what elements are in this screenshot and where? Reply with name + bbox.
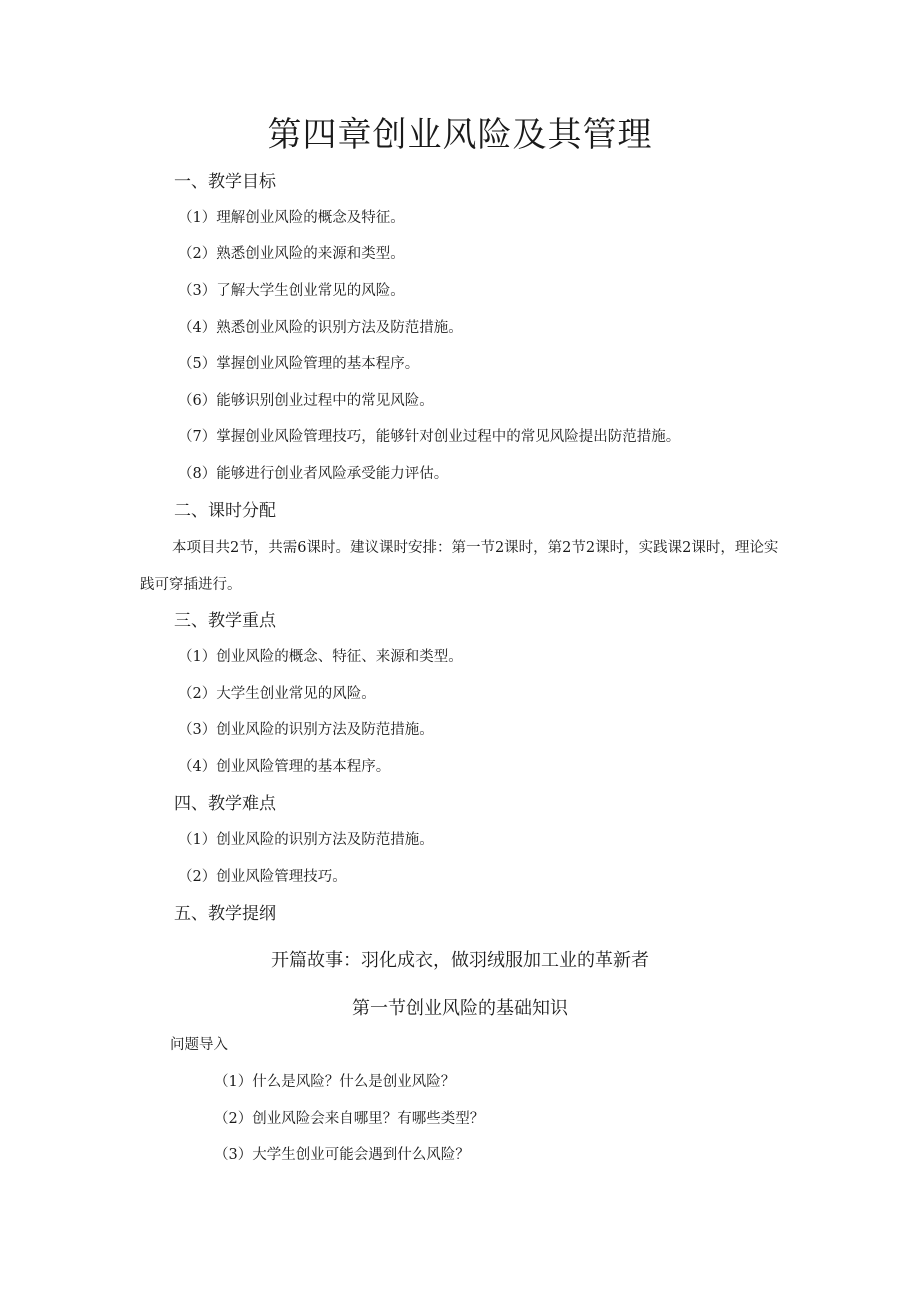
section-heading-outline: 五、教学提纲 xyxy=(174,904,276,924)
objective-item: （7）掌握创业风险管理技巧，能够针对创业过程中的常见风险提出防范措施。 xyxy=(178,429,681,445)
objective-item: （8）能够进行创业者风险承受能力评估。 xyxy=(178,466,449,482)
question-item: （2）创业风险会来自哪里？有哪些类型？ xyxy=(214,1111,485,1127)
difficulty-item: （1）创业风险的识别方法及防范措施。 xyxy=(178,832,434,848)
objective-item: （4）熟悉创业风险的识别方法及防范措施。 xyxy=(178,320,463,336)
hours-paragraph: 本项目共2节，共需6课时。建议课时安排：第一节2课时，第2节2课时，实践课2课时，理论实践可穿插进行。 xyxy=(140,540,779,593)
objective-item: （2）熟悉创业风险的来源和类型。 xyxy=(178,246,405,262)
objective-item: （6）能够识别创业过程中的常见风险。 xyxy=(178,393,434,409)
chapter-title: 第四章创业风险及其管理 xyxy=(267,115,653,155)
objective-item: （3）了解大学生创业常见的风险。 xyxy=(178,283,405,299)
key-point-item: （4）创业风险管理的基本程序。 xyxy=(178,759,391,775)
key-point-item: （2）大学生创业常见的风险。 xyxy=(178,686,376,702)
section-heading-hours: 二、课时分配 xyxy=(174,501,276,521)
opening-story-title: 开篇故事：羽化成衣，做羽绒服加工业的革新者 xyxy=(271,950,649,971)
section-heading-objectives: 一、教学目标 xyxy=(174,172,276,192)
question-item: （3）大学生创业可能会遇到什么风险？ xyxy=(214,1147,470,1163)
question-intro-label: 问题导入 xyxy=(170,1037,228,1053)
key-point-item: （1）创业风险的概念、特征、来源和类型。 xyxy=(178,649,463,665)
key-point-item: （3）创业风险的识别方法及防范措施。 xyxy=(178,722,434,738)
difficulty-item: （2）创业风险管理技巧。 xyxy=(178,869,347,885)
objective-item: （1）理解创业风险的概念及特征。 xyxy=(178,210,405,226)
section-one-title: 第一节创业风险的基础知识 xyxy=(352,998,568,1019)
section-heading-difficulties: 四、教学难点 xyxy=(174,794,276,814)
objective-item: （5）掌握创业风险管理的基本程序。 xyxy=(178,356,420,372)
section-heading-key-points: 三、教学重点 xyxy=(174,611,276,631)
question-item: （1）什么是风险？什么是创业风险？ xyxy=(214,1074,456,1090)
